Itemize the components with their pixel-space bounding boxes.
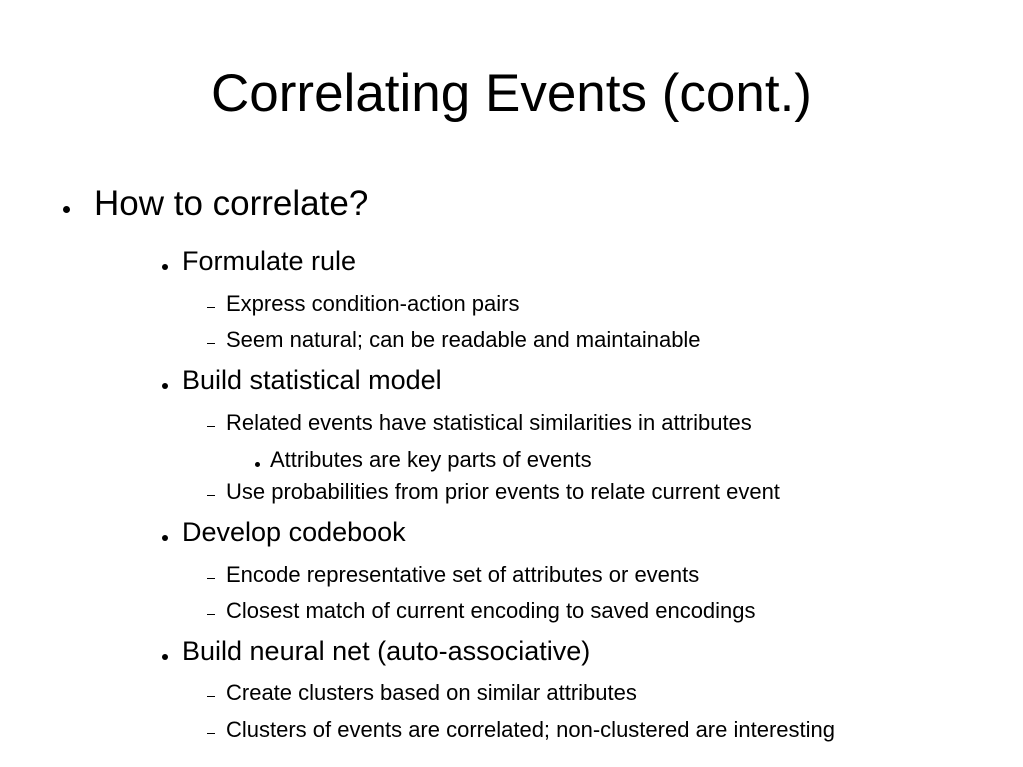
bullet-dash-icon — [207, 495, 215, 496]
bullet-seem-natural: Seem natural; can be readable and maintainable — [226, 327, 701, 352]
bullet-dash-icon — [207, 343, 215, 344]
bullet-express-condition-action: Express condition-action pairs — [226, 291, 520, 316]
bullet-dot-icon — [162, 383, 168, 389]
bullet-how-to-correlate: How to correlate? — [94, 184, 369, 223]
bullet-clusters-correlated: Clusters of events are correlated; non-clustered are interesting — [226, 717, 835, 742]
bullet-dash-icon — [207, 307, 215, 308]
bullet-formulate-rule: Formulate rule — [182, 246, 357, 276]
bullet-dot-icon — [255, 462, 260, 467]
bullet-build-statistical-model: Build statistical model — [182, 365, 442, 395]
bullet-dot-icon — [162, 535, 168, 541]
slide-title: Correlating Events (cont.) — [211, 64, 812, 123]
bullet-attributes-key-parts: Attributes are key parts of events — [270, 447, 592, 472]
bullet-closest-match: Closest match of current encoding to saved encodings — [226, 598, 756, 623]
bullet-dot-icon — [162, 264, 168, 270]
bullet-dash-icon — [207, 426, 215, 427]
bullet-dot-icon — [162, 654, 168, 660]
bullet-dot-icon — [63, 206, 70, 213]
bullet-encode-representative: Encode representative set of attributes or events — [226, 562, 700, 587]
bullet-build-neural-net: Build neural net (auto-associative) — [182, 636, 591, 666]
bullet-dash-icon — [207, 733, 215, 734]
bullet-dash-icon — [207, 578, 215, 579]
bullet-dash-icon — [207, 696, 215, 697]
bullet-related-events: Related events have statistical similarities in attributes — [226, 410, 752, 435]
bullet-use-probabilities: Use probabilities from prior events to relate current event — [226, 479, 780, 504]
bullet-develop-codebook: Develop codebook — [182, 517, 406, 547]
bullet-dash-icon — [207, 614, 215, 615]
bullet-create-clusters: Create clusters based on similar attributes — [226, 680, 637, 705]
